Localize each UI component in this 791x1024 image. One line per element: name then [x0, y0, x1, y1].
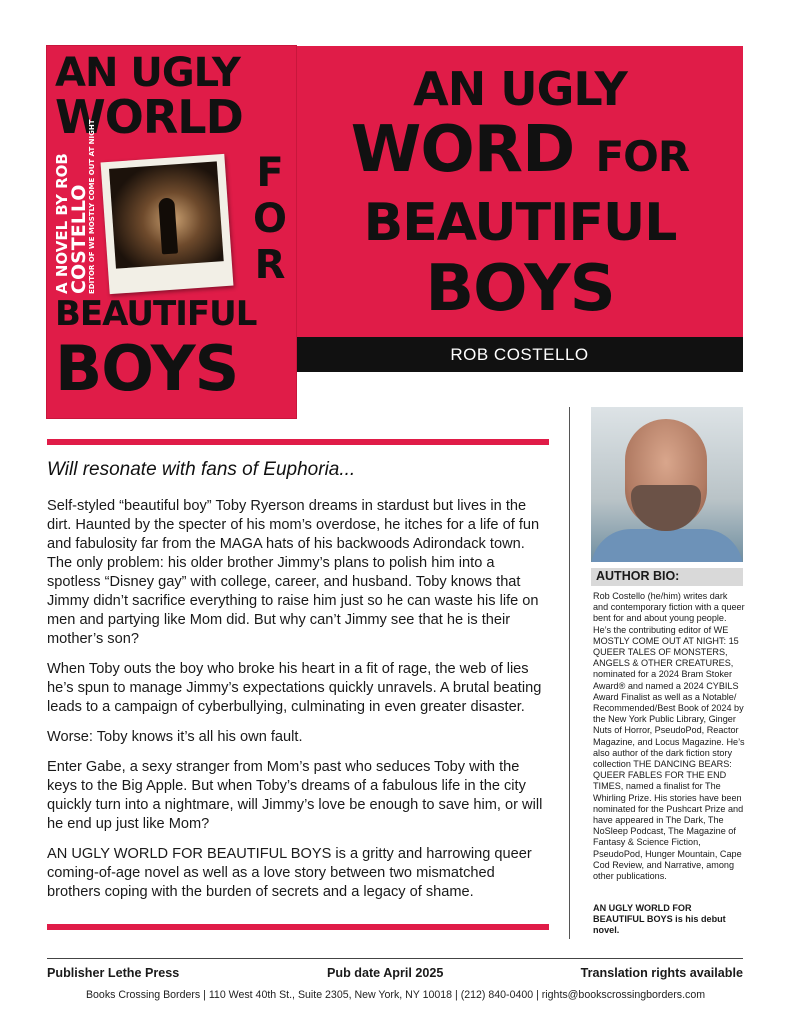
book-title: [300, 62, 740, 334]
author-name-bar: ROB COSTELLO: [296, 337, 743, 372]
description-paragraph-1: Self-styled “beautiful boy” Toby Ryerson dreams in stardust but lives in the dirt. Haunted by the specter of his mom’s overdose, he itches for a life of fun and fabulosity far from the MAGA hats of his backwoods Adirondack town. The only problem: his older brother Jimmy’s plans to polish him into a spotless “Disney gay” with college, career, and husband. Toby knows that Jimmy didn’t sacrifice everything to raise him just so he can waste his life on men and partying like Mom did. But why can’t Jimmy see that he is their mother’s son?: [47, 498, 540, 647]
description-paragraph-4: Enter Gabe, a sexy stranger from Mom’s past who seduces Toby with the keys to the Big Apple. But when Toby’s dreams of a fabulous life in the city quickly turn into a nightmare, will Jimmy’s love be enough to save him, or will he end up just like Mom?: [47, 759, 543, 832]
footer-divider: [47, 958, 743, 959]
title-line-3: BEAUTIFUL: [363, 193, 677, 253]
tagline: Will resonate with fans of Euphoria...: [47, 459, 356, 480]
cover-title-for: F O R: [252, 150, 287, 288]
cover-byline-text: A NOVEL BY ROB: [53, 153, 71, 294]
column-divider: [569, 407, 570, 939]
bottom-red-rule: [47, 924, 549, 930]
description-paragraph-2: When Toby outs the boy who broke his heart in a fit of rage, the web of lies he’s spun to manage Jimmy’s expectations quickly unravels. A brutal beating leads to a campaign of cyberbullying, culminating in even greater disaster.: [47, 661, 542, 715]
title-line-2: [300, 113, 740, 191]
title-word-for: FOR: [595, 132, 690, 181]
author-bio-text: Rob Costello (he/him) writes dark and contemporary fiction with a queer bent for and about young people. He’s the contributing editor of WE MOSTLY COME OUT AT NIGHT: 15 QUEER TALES OF MONSTERS, ANGELS & OTHER CREATURES, nominated for a 2024 Bram Stoker Award® and named a 2024 CYBILS Award Finalist as well as a Notable/ Recommended/Best Book of 2024 by the New York Public Library, Ginger Nuts of Horror, PseudoPod, Reactor Magazine, and Locus Magazine. He’s also author of the dark fiction story collection THE DANCING BEARS: QUEER FABLES FOR THE END TIMES, named a finalist for The Whirling Prize. His stories have been nominated for the Pushcart Prize and have appeared in The Dark, The NoSleep Podcast, The Magazine of Fantasy & Science Fiction, PseudoPod, Hunger Mountain, Cape Cod Review, and Narrative, among other publications.: [593, 591, 745, 882]
author-debut-note: AN UGLY WORLD FOR BEAUTIFUL BOYS is his debut novel.: [593, 903, 726, 936]
contact-line: Books Crossing Borders | 110 West 40th St., Suite 2305, New York, NY 10018 | (212) 840-0400 | rights@bookscrossingborders.com: [85, 989, 706, 1001]
author-bio-heading: AUTHOR BIO:: [591, 568, 743, 586]
description-paragraph-3: Worse: Toby knows it’s all his own fault.: [47, 729, 303, 745]
author-photo: [591, 407, 743, 562]
cover-byline: [53, 119, 97, 294]
pub-date-label: Pub date April 2025: [327, 966, 444, 980]
title-word-word: WORD: [350, 113, 575, 187]
cover-title-line-2: WORLD: [55, 90, 243, 144]
rights-label: Translation rights available: [580, 966, 743, 980]
title-line-1: AN UGLY: [413, 62, 627, 116]
cover-editor-note: EDITOR OF WE MOSTLY COME OUT AT NIGHT: [88, 119, 96, 294]
cover-title-line-5: BOYS: [55, 332, 239, 405]
book-description: [47, 497, 552, 913]
publisher-label: Publisher Lethe Press: [47, 966, 180, 980]
top-red-rule: [47, 439, 549, 445]
cover-title-line-4: BEAUTIFUL: [55, 294, 257, 334]
cover-author-name: COSTELLO: [68, 184, 90, 294]
description-paragraph-5: AN UGLY WORLD FOR BEAUTIFUL BOYS is a gritty and harrowing queer coming-of-age novel as well as a love story between two mismatched brothers coping with the burden of secrets and a legacy of shame.: [47, 846, 532, 900]
author-beard: [631, 485, 701, 531]
title-line-4: BOYS: [425, 252, 615, 326]
author-shirt: [591, 529, 743, 562]
cover-title-line-1: AN UGLY: [55, 50, 240, 96]
book-cover: [47, 46, 296, 418]
cover-polaroid-image: [101, 154, 234, 294]
